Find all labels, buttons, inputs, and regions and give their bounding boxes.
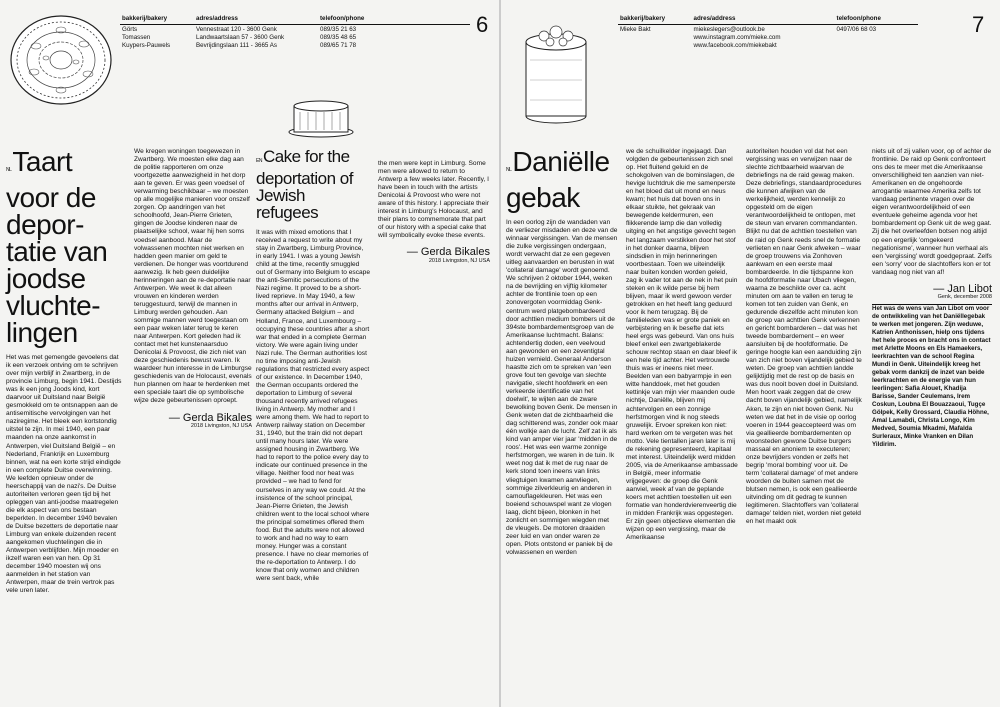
title-line: lingen — [6, 317, 78, 348]
title-line: voor de — [6, 182, 96, 213]
article-body: Het was met gemengde gevoelens dat ik een verzoek ontving om te schrijven over mijn verblijf in Zwartberg, in de provincie Limburg, begin 1941. Destijds was ik een jong Joods kind, kort daarvoor uit Duitsland naar België gesmokkeld om te ontsnappen aan de antisemitische vervolgingen van het naziregime. Het bleek een kortstondig uitstel te zijn. In mei 1940, een paar maanden na onze aankomst in Antwerpen, viel Duitsland België – en Nederland, Frankrijk en Luxemburg binnen, wat na een korte strijd eindigde in een complete Duitse overwinning. We leefden opnieuw onder de heerschappij van de nazi's. De Duitse autoriteiten verloren geen tijd bij het opleggen van anti-joodse maatregelen die elk aspect van ons bestaan beperkten. In december 1940 bevalen de Duitse bezetters de deportatie naar Limburg van enkele duizenden recent aangekomen vluchtelingen die in Antwerpen verblijfden. Mijn moeder en ikzelf waren een van hen. Op 31 december 1940 moesten wij ons aanmelden in het station van Antwerpen, maar de trein vertrok pas vele uren later. — [6, 354, 122, 595]
tall-cake-illustration — [520, 20, 592, 126]
header-phone: telefoon/phone — [836, 15, 881, 22]
title-line: Jewish refugees — [256, 186, 319, 222]
left-table-body — [120, 25, 470, 51]
language-tag: EN — [256, 158, 262, 164]
en-article-column-1 — [256, 148, 370, 583]
left-bakery-table — [120, 14, 470, 51]
title-line: depor- — [6, 209, 84, 240]
header-business: bakkerij/bakery — [122, 15, 168, 22]
header-business: bakkerij/bakery — [620, 15, 666, 22]
right-table-body — [618, 25, 918, 51]
author-signature: — Jan Libot — [933, 282, 992, 295]
business-phone: 0497/06 68 03 — [836, 26, 877, 33]
cake-illustration-left — [286, 92, 356, 138]
left-table-header — [120, 14, 470, 25]
business-phone: 089/35 21 63 — [320, 26, 357, 33]
title-line: gebak — [506, 182, 580, 213]
nl-article-column-2 — [134, 148, 252, 430]
business-address: Bevrijdingslaan 111 - 3665 As — [196, 42, 277, 49]
danielle-article-column-4 — [872, 148, 992, 449]
page-number-left: 6 — [476, 12, 489, 37]
article-body: we de schuilkelder ingejaagd. Dan volgden de gebeurtenissen zich snel op. Het fluitend geluid en de schokgolven van de bominslagen, de hevige luchtdruk die me samenperste en het bloed dat uit mond en neus kwam; het huis dat boven ons in elkaar stuikte, het gekraak van bewegende keldermuren, een flikkerende lamp die dan volledig uitging en het angstige gevecht tegen het langzaam verstikken door het stof in het donker daarna, blijven sindsdien in mijn herinneringen voortbestaan. Toen we uiteindelijk naar buiten konden worden geleid, zag ik vader tot aan de nek in het puin steken en ik wilde perse bij hem blijven, maar ik werd gewoon verder getrokken en het heeft lang geduurd voor ik hem terugzag. Bij de familieleden was er grote paniek en verbijstering en ik besefte dat iets heel ergs was gebeurd. Van ons huis bleef enkel een zwartgeblakerde schouw rechtop staan en daar bleef ik een hele tijd achter. Het vertrouwde thuis was er ineens niet meer. Beelden van een babyarmpje in een witte handdoek, met het gouden kettinkje van mijn vier maanden oude nichtje, Daniëlle, blijven mij achtervolgen en een zonnige herfstmorgen vind ik nog steeds gruwelijk. Ervoer spreken kon niet: hard werken om te vergeten was het motto. Vele tientallen jaren later is mij de rekening gepresenteerd, kapitaal met interest. Uiteindelijk werd midden 2005, via de Amerikaanse ambassade in België, meer informatie vrijgegeven: de groep die Genk aanviel, week af van de geplande koers met achttien toestellen uit een formatie van honderdvierenveertig die in midden Frankrijk was opgestegen. Er zijn geen objectieve elementen die wijzen op een vergissing, maar de Amerikaanse — [626, 148, 738, 542]
title-line: Taart — [12, 146, 73, 177]
article-body: autoriteiten houden vol dat het een vergissing was en verwijzen naar de slechte zichtbaarheid waarvan de debriefings na de raid gewag maken. Deze debriefings, standaardprocedures die kunnen afwijken van de werkelijkheid, werden kennelijk zo opgesteld om de eigen verantwoordelijkheid te ontlopen, met de steun van ervaren commandanten. Blijkt nu dat de achttien toestellen van de raid op Genk reeds snel de formatie verlieten en naar Genk afweken – waar de groep trouwens via Zonhoven aankwam en een eerste maal bombardeerde. In die tijdspanne kon de hoofdformatie naar Ubach vliegen, waarna ze beschikte over ca. acht minuten om aan te vallen en terug te komen tot ten zuiden van Genk, en gedurende diezelfde acht minuten kon de groep van achttien Genk verkennen en gericht bombarderen – dat was het tweede bombardement – en weer aansluiten bij de hoofdformatie. De geringe hoogte kan een aanduiding zijn van zich niet boven vijandelijk gebied te weten. De groep van achttien landde gelijktijdig met de rest op de basis en was dus nooit boven doel in Duitsland. Men hoort vaak zeggen dat de crew dacht boven vijandelijk gebied, namelijk Aken, te zijn en niet boven Genk. Nu weten we dat het in de visie op oorlog voeren in 1944 geaccepteerd was om via geallieerde bombardementen op woonsteden gewone Duitse burgers massaal en anoniem te executeren; onze bevrijders vonden er zelfs het begrip 'moral bombing' voor uit. De term 'collateral damage' of met andere woorden de buiten samen met de blutsen nemen, is ook een geallieerde uitvinding om dit gedrag te kunnen legitimeren. Slachtoffers van 'collateral damage' telden niet, worden niet geteld en het maakt ook — [746, 148, 862, 526]
article-body: It was with mixed emotions that I received a request to write about my stay in Zwartberg, Limburg Province, in early 1941. I was a young Jewish child at the time, recently smuggled out of Germany into Belgium to escape the anti-Semitic persecutions of the Nazi regime. It proved to be a short-lived reprieve. In May 1940, a few months after our arrival in Antwerp, Germany attacked Belgium – and Holland, France, and Luxembourg – occupying these countries after a short war that ended in a complete German victory. We were again living under Nazi rule. The German authorities lost no time imposing anti-Jewish regulations that restricted every aspect of our existence. In December 1940, the German occupants ordered the deportation to Limburg of several thousand recently arrived refugees living in Antwerp. My mother and I were among them. We had to report to Antwerp railway station on December 31, 1940, but the train did not depart until many hours later. We were assigned housing in Zwartberg. We had to report to the police every day to indicate our continued presence in the village. Neither food nor heat was provided – we had to fend for ourselves in any way we could. At the insistence of the school principal, Jean-Pierre Grieten, the Jewish children went to the local school where the principal sometimes offered them food. But the adults were not allowed to work and had no way to earn money. Hunger was a constant presence. I have no clear memories of the re-deportation to Antwerp. I do know that only women and children were sent back, while — [256, 229, 370, 583]
page-number-right: 7 — [972, 12, 985, 37]
business-name: Kuypers-Pauwels — [122, 42, 171, 49]
author-signature: — Gerda Bikales — [168, 411, 252, 424]
right-bakery-table — [618, 14, 918, 51]
author-signature: — Gerda Bikales — [406, 246, 490, 259]
business-name: Tomassen — [122, 34, 151, 41]
language-tag: NL — [6, 167, 12, 173]
signature-location: 2018 Livingston, NJ USA — [190, 422, 252, 429]
language-tag: NL — [506, 167, 512, 173]
title-line: Daniëlle — [512, 146, 610, 177]
title-line: joodse — [6, 263, 86, 294]
title-line: deportation of — [256, 169, 353, 188]
business-address: Landwaartslaan 57 - 3600 Genk — [196, 34, 285, 41]
right-page — [500, 0, 1000, 707]
article-body: niets uit of zij vallen voor, op of achter de frontlinie. De raid op Genk confronteert ons des te meer met die Amerikaanse onverschilligheid ten aanzien van niet-Amerikanen en de ongehoorde arrogantie waarmee Amerika zelfs tot vandaag pertinente vragen over de eigen verantwoordelijkheid of een eventuele geheime agenda voor het bombardement op Genk uit de weg gaat. Zij die het overleefden botsen nog altijd op een ergerlijk 'omgekeerd negationisme', wanneer hun verhaal als een 'vergissing' wordt goedgepraat. Zelfs een 'sorry' voor de slachtoffers kon er tot vandaag nog niet van af! — [872, 148, 992, 276]
nl-article-title — [6, 148, 122, 346]
business-phone: 089/65 71 78 — [320, 42, 357, 49]
flat-cake-illustration — [6, 6, 116, 110]
title-line: Cake for the — [262, 147, 350, 166]
right-table-header — [618, 14, 918, 25]
en-article-column-2 — [378, 160, 490, 265]
signature-location: Genk, december 2008 — [937, 293, 992, 300]
signature-location: 2018 Livingston, NJ USA — [428, 257, 490, 264]
title-line: tatie van — [6, 236, 108, 267]
business-name: Görts — [122, 26, 138, 33]
header-address: adres/address — [196, 15, 238, 22]
danielle-article-column-2 — [626, 148, 738, 542]
nl-article-column-1 — [6, 148, 122, 595]
header-phone: telefoon/phone — [320, 15, 365, 22]
business-name: Mieke Bakt — [620, 26, 651, 33]
article-body: In een oorlog zijn de wandaden van de verliezer misdaden en deze van de winnaar vergissingen. Van de mensen die zulke vergissingen ondergaan, wordt verwacht dat ze een gegeven uitleg aanvaarden en berusten in wat 'collateral damage' wordt genoemd. We schrijven 2 oktober 1944, weken na de bevrijding en vijftig kilometer achter de frontlinie toen op een zonovergoten voormiddag Genk-centrum werd platgebombardeerd door achttien medium bombers uit de 394ste bombardementsgroep van de Amerikaanse luchtmacht. Balans: achtendertig doden, een veelvoud aan gewonden en een zeventigtal huizen vernield. Generaal Anderson haastte zich om te spreken van 'een grove fout ten gevolge van slechte navigatie, slecht hoofdwerk en een verkeerde identificatie van het doelwit', te wijten aan de zware bewolking boven Genk. De mensen in Genk weten dat de zichtbaarheid die dag schitterend was, zonder ook maar één wolkje aan de lucht. Zelf zat ik als kind van amper vier jaar 'midden in de roos'. Het was een warme zonnige herfstmorgen, we waren in de tuin. Ik weet nog dat ik met de rug naar de kerk stond toen ineens van links vliegtuigen kwamen aanvliegen, sommige zilverkleurig en anderen in camouflagekleuren. Het was een boeiend schouwspel want ze vlogen laag, dicht bijeen, blonken in het zonlicht en sommigen wiegden met de vleugels. De motoren draaiden zeer luid en van onder waren ze open. Plots ontstond er paniek bij de volwassenen en werden — [506, 219, 618, 556]
danielle-article-column-3 — [746, 148, 862, 526]
business-phone: 089/35 48 65 — [320, 34, 357, 41]
business-contact: miekeslegers@outlook.be — [693, 26, 765, 33]
danielle-article-title — [506, 148, 618, 211]
business-address: Vennestraat 120 - 3600 Genk — [196, 26, 277, 33]
danielle-article-column-1 — [506, 148, 618, 557]
business-contact: www.facebook.com/miekebakt — [693, 42, 777, 49]
article-body: the men were kept in Limburg. Some men were allowed to return to Antwerp a few weeks later. Recently, I have been in touch with the artists Denicolai & Provoost who were not aware of this history. I appreciate their interest in Limburg's Holocaust, and their plans to commemorate that part of our history with a special cake that will symbolically evoke these events. — [378, 160, 489, 240]
article-body: We kregen woningen toegewezen in Zwartberg. We moesten elke dag aan de politie rapporteren om onze voortgezette aanwezigheid in het dorp aan te geven. Er was geen voedsel of verwarming beschikbaar – we moesten op alle mogelijke manieren voor onszelf zorgen. Op aandringen van het schoolhoofd, Jean-Pierre Grieten, gingen de Joodse kinderen naar de plaatselijke school, waar hij hen soms voedsel aanbood. Maar de volwassenen mochten niet werken en hadden geen manier om geld te verdienen. De honger was voortdurend aanwezig. Ik heb geen duidelijke herinneringen aan de re-deportatie naar Antwerpen. We weet ik dat alleen vrouwen en kinderen werden teruggestuurd, terwijl de mannen in Limburg werden gehouden. Aan sommige mannen werd toegestaan om een paar weken later terug te keren naar Antwerpen. Kort geleden had ik contact met het kunstenaarsduo Denicolai & Provoost, die zich niet van deze geschiedenis bewust waren. Ik waardeer hun interesse in de Limburgse geschiedenis van de Holocaust, evenals hun plannen om haar te herdenken met een speciale taart die op symbolische wijze deze gebeurtenissen oproept. — [134, 148, 252, 405]
title-line: vluchte- — [6, 290, 101, 321]
en-article-title — [256, 148, 370, 221]
business-contact: www.instagram.com/mieke.com — [693, 34, 781, 41]
header-address: adres/address — [693, 15, 736, 22]
credits-text: Het was de wens van Jan Libot om voor de ontwikkeling van het Daniëllegebak te werken met jongeren. Zijn weduwe, Katrien Anthonissen, hielp ons tijdens het hele proces en bracht ons in contact met Arlette Moons en Els Hamaekers, leerkrachten van de school Regina Mundi in Genk. Uiteindelijk kreeg het gebak vorm dankzij de inzet van beide leerkrachten en de energie van hun leerlingen: Safia Alouet, Khadija Barisse, Sander Ceulemans, Irem Coskun, Loubna El Bouazzaoui, Tugçe Gölpek, Kelly Grossard, Claudia Höhne, Amal Lamabdi, Christa Longo, Kim Medved, Soumia Mkadmi, Mafalda Surleraux, Minke Vranken en Dilan Yildirim. — [872, 304, 991, 448]
